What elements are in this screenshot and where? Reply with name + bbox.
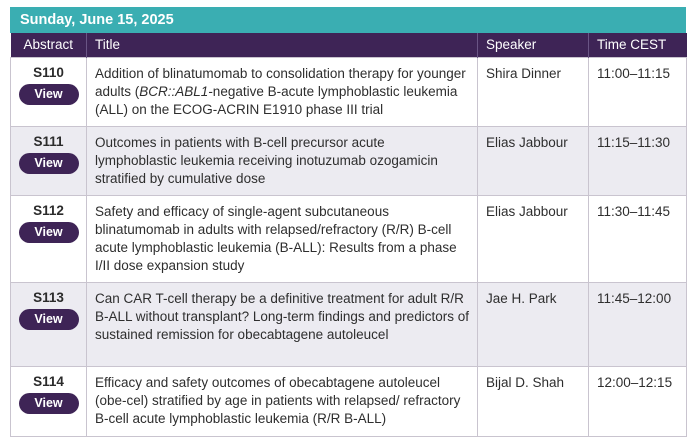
title-gene-italic: BCR::ABL1 bbox=[139, 83, 209, 99]
abstract-cell bbox=[11, 57, 87, 126]
time-cell: 11:15–11:30 bbox=[589, 126, 687, 195]
abstract-id: S112 bbox=[33, 202, 64, 218]
speaker-cell: Jae H. Park bbox=[478, 282, 589, 366]
title-cell bbox=[87, 57, 478, 126]
schedule-table bbox=[10, 33, 687, 437]
speaker-cell: Elias Jabbour bbox=[478, 195, 589, 282]
speaker-cell: Bijal D. Shah bbox=[478, 366, 589, 436]
time-cell: 11:00–11:15 bbox=[589, 57, 687, 126]
abstract-cell bbox=[11, 282, 87, 366]
title-text: Addition of blinatumomab to consolidation therapy for younger adults ( bbox=[95, 65, 466, 99]
column-header-time: Time CEST bbox=[589, 33, 687, 57]
time-cell: 12:00–12:15 bbox=[589, 366, 687, 436]
column-header-speaker: Speaker bbox=[478, 33, 589, 57]
abstract-cell bbox=[11, 126, 87, 195]
abstract-id: S111 bbox=[33, 133, 64, 149]
table-row bbox=[11, 126, 687, 195]
abstract-cell bbox=[11, 195, 87, 282]
view-button[interactable]: View bbox=[19, 393, 79, 414]
session-date-header: Sunday, June 15, 2025 bbox=[10, 7, 686, 33]
time-cell: 11:45–12:00 bbox=[589, 282, 687, 366]
abstract-cell bbox=[11, 366, 87, 436]
title-text-continued: -negative B-acute lymphoblastic leukemia (ALL) on the ECOG-ACRIN E1910 phase III trial bbox=[95, 83, 458, 117]
table-row bbox=[11, 57, 687, 126]
table-row bbox=[11, 195, 687, 282]
table-header-row bbox=[11, 33, 687, 57]
title-cell: Efficacy and safety outcomes of obecabtagene autoleucel (obe-cel) stratified by age in patients with relapsed/ refractory B-cell acute lymphoblastic leukemia (R/R B-ALL) bbox=[87, 366, 478, 436]
table-row bbox=[11, 366, 687, 436]
abstract-id: S113 bbox=[33, 289, 64, 305]
view-button[interactable]: View bbox=[19, 309, 79, 330]
column-header-title: Title bbox=[87, 33, 478, 57]
abstract-id: S114 bbox=[33, 373, 64, 389]
speaker-cell: Elias Jabbour bbox=[478, 126, 589, 195]
table-row bbox=[11, 282, 687, 366]
title-cell: Safety and efficacy of single-agent subcutaneous blinatumomab in adults with relapsed/refractory (R/R) B-cell acute lymphoblastic leukemia (B-ALL): Results from a phase I/II dose expansion study bbox=[87, 195, 478, 282]
column-header-abstract: Abstract bbox=[11, 33, 87, 57]
view-button[interactable]: View bbox=[19, 222, 79, 243]
abstract-id: S110 bbox=[33, 64, 64, 80]
title-cell: Outcomes in patients with B-cell precursor acute lymphoblastic leukemia receiving inotuzumab ozogamicin stratified by cumulative dose bbox=[87, 126, 478, 195]
schedule-panel bbox=[10, 7, 686, 437]
view-button[interactable]: View bbox=[19, 84, 79, 105]
time-cell: 11:30–11:45 bbox=[589, 195, 687, 282]
title-cell: Can CAR T-cell therapy be a definitive treatment for adult R/R B-ALL without transplant? Long-term findings and predictors of sustained remission for obecabtagene autoleucel bbox=[87, 282, 478, 366]
view-button[interactable]: View bbox=[19, 153, 79, 174]
speaker-cell: Shira Dinner bbox=[478, 57, 589, 126]
